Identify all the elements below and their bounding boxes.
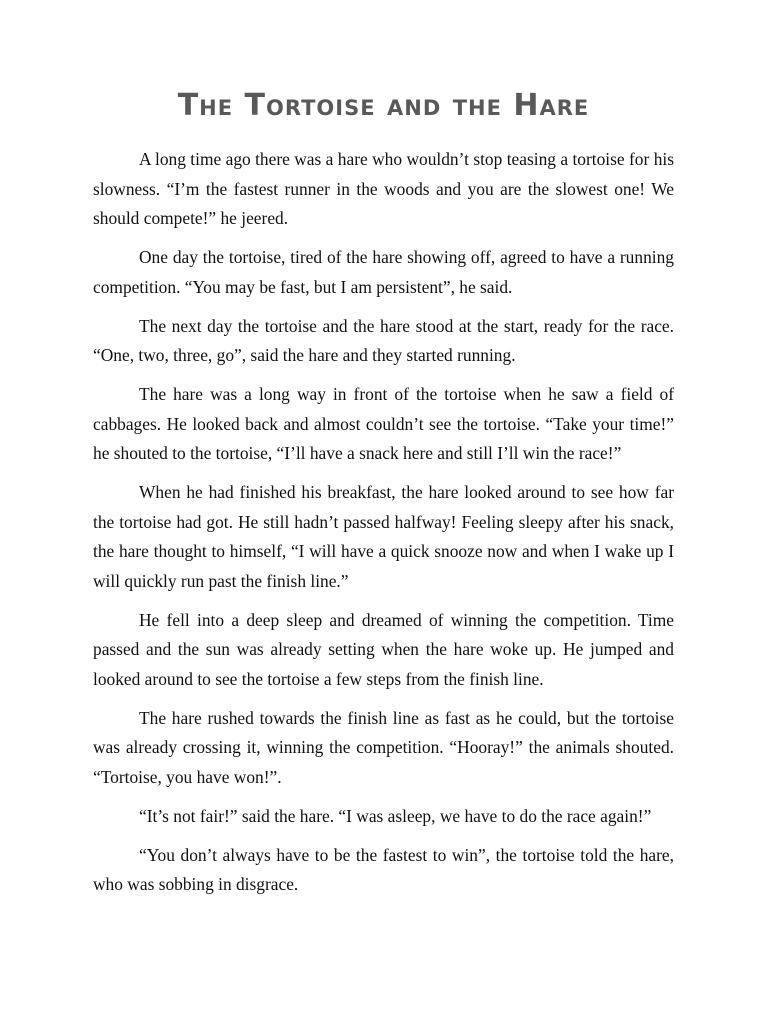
document-title: The Tortoise and the Hare xyxy=(177,88,590,123)
paragraph: He fell into a deep sleep and dreamed of winning the competition. Time passed and the sun was already setting when the hare woke up. He jumped and looked around to see the tortoise a few steps from the finish line. xyxy=(93,609,674,689)
paragraph: One day the tortoise, tired of the hare showing off, agreed to have a running competition. “You may be fast, but I am persistent”, he said. xyxy=(93,247,674,297)
document-page xyxy=(93,0,674,909)
paragraph: The hare rushed towards the finish line as fast as he could, but the tortoise was already crossing it, winning the competition. “Hooray!” the animals shouted. “Tortoise, you have won!”. xyxy=(93,707,674,787)
paragraph: “You don’t always have to be the fastest to win”, the tortoise told the hare, who was sobbing in disgrace. xyxy=(93,844,674,894)
paragraph: “It’s not fair!” said the hare. “I was asleep, we have to do the race again!” xyxy=(139,805,652,826)
paragraph: The hare was a long way in front of the tortoise when he saw a field of cabbages. He looked back and almost couldn’t see the tortoise. “Take your time!” he shouted to the tortoise, “I’ll have a snack here and still I’ll win the race!” xyxy=(93,384,674,463)
paragraph: A long time ago there was a hare who wouldn’t stop teasing a tortoise for his slowness. “I’m the fastest runner in the woods and you are the slowest one! We should compete!” he jeered. xyxy=(93,149,674,228)
paragraph: The next day the tortoise and the hare stood at the start, ready for the race. “One, two, three, go”, said the hare and they started running. xyxy=(93,315,674,365)
paragraph: When he had finished his breakfast, the hare looked around to see how far the tortoise had got. He still hadn’t passed halfway! Feeling sleepy after his snack, the hare thought to himself, “I will have a quick snooze now and when I wake up I will quickly run past the finish line.” xyxy=(93,482,674,591)
document-body xyxy=(93,145,674,900)
